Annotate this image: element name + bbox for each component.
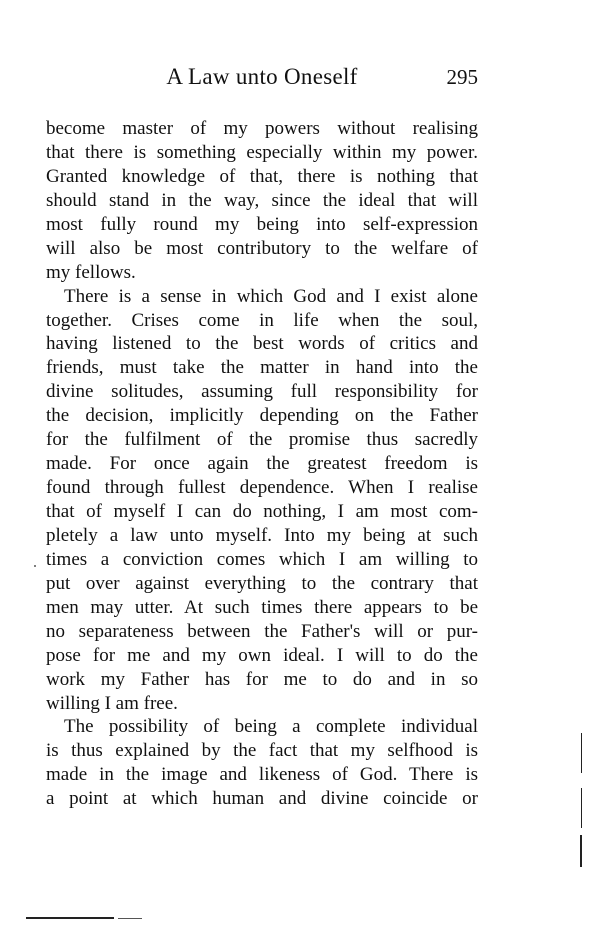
- text-line: become master of my powers without realising: [46, 118, 478, 139]
- text-line: should stand in the way, since the ideal that will: [46, 189, 478, 211]
- text-line: work my Father has for me to do and in so: [46, 668, 478, 690]
- text-line: pose for me and my own ideal. I will to do the: [46, 644, 478, 666]
- text-line: will also be most contributory to the welfare of: [46, 237, 478, 259]
- running-head: [46, 62, 478, 92]
- text-line: men may utter. At such times there appears to be: [46, 596, 478, 618]
- scan-edge-rule: [118, 918, 142, 919]
- margin-mark: [581, 733, 582, 773]
- text-line: no separateness between the Father's will or pur-: [46, 620, 478, 642]
- text-line: that of myself I can do nothing, I am most com-: [46, 501, 478, 522]
- text-line: divine solitudes, assuming full responsibility for: [46, 381, 478, 403]
- paragraph-first-line: There is a sense in which God and I exist alone: [64, 285, 478, 307]
- text-line: that there is something especially within my power.: [46, 141, 478, 163]
- text-line: Granted knowledge of that, there is nothing that: [46, 165, 478, 187]
- text-line: times a conviction comes which I am willing to: [46, 548, 478, 570]
- margin-mark: [580, 835, 582, 867]
- text-line: for the fulfilment of the promise thus sacredly: [46, 429, 478, 451]
- text-line: friends, must take the matter in hand into the: [46, 357, 478, 379]
- text-line: a point at which human and divine coincide or: [46, 788, 478, 810]
- text-line: the decision, implicitly depending on the Father: [46, 405, 478, 427]
- text-line: made. For once again the greatest freedom is: [46, 453, 478, 475]
- text-line: my fellows.: [46, 261, 136, 283]
- scan-edge-rule: [26, 917, 114, 919]
- text-line: together. Crises come in life when the soul,: [46, 309, 478, 331]
- text-line: pletely a law unto myself. Into my being at such: [46, 524, 478, 546]
- ink-speck: [34, 565, 36, 567]
- text-line: made in the image and likeness of God. There is: [46, 764, 478, 786]
- text-line: having listened to the best words of critics and: [46, 333, 478, 355]
- page-number: 295: [446, 65, 478, 89]
- text-line: found through fullest dependence. When I realise: [46, 477, 478, 499]
- paragraph-first-line: The possibility of being a complete individual: [64, 716, 478, 738]
- text-line: is thus explained by the fact that my selfhood is: [46, 740, 478, 762]
- running-title: A Law unto Oneself: [166, 64, 358, 89]
- text-line: willing I am free.: [46, 692, 178, 714]
- body-text: [46, 117, 478, 811]
- text-line: most fully round my being into self-expression: [46, 213, 478, 235]
- margin-mark: [581, 788, 582, 828]
- text-line: put over against everything to the contrary that: [46, 572, 478, 594]
